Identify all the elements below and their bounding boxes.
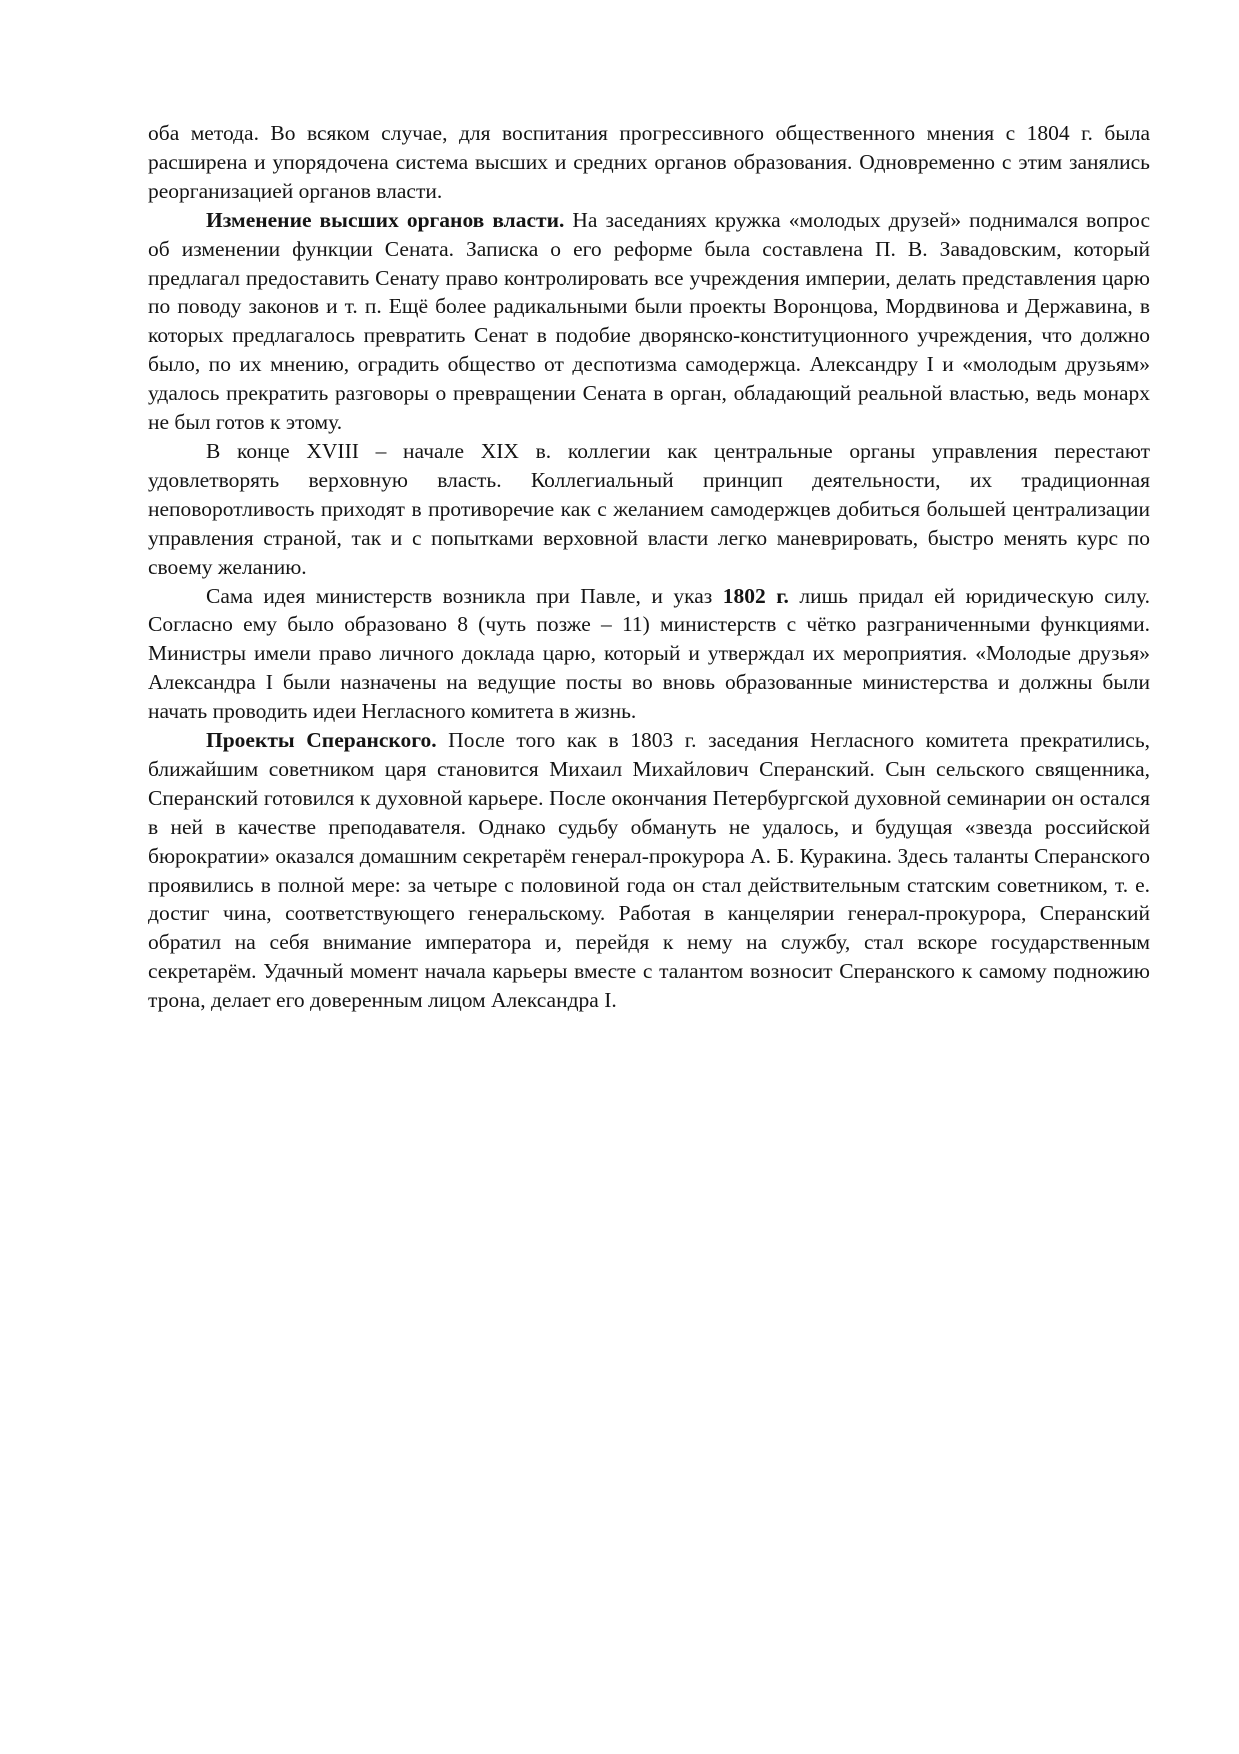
paragraph-text: оба метода. Во всяком случае, для воспитания прогрессивного общественного мнения с 1804 г. была расширена и упорядочена система высших и средних органов образования. Одновременно с этим занялись реорганизацией органов власти.	[148, 121, 1150, 203]
section-heading-senate: Изменение высших органов власти.	[206, 207, 565, 232]
paragraph-text: В конце XVIII – начале XIX в. коллегии как центральные органы управления перестают удовлетворять верховную власть. Коллегиальный принцип деятельности, их традиционная неповоротливость приходят в противоречие как с желанием самодержцев добиться большей централизации управления страной, так и с попытками верховной власти легко маневрировать, быстро менять курс по своему желанию.	[148, 438, 1150, 579]
paragraph-text-before: Сама идея министерств возникла при Павле, и указ	[206, 583, 723, 608]
bold-year: 1802 г.	[722, 583, 789, 608]
paragraph-colleges	[148, 437, 1150, 582]
paragraph-speransky	[148, 726, 1150, 1015]
paragraph-text: После того как в 1803 г. заседания Негласного комитета прекратились, ближайшим советником царя становится Михаил Михайлович Сперанский. Сын сельского священника, Сперанский готовился к духовной карьере. После окончания Петербургской духовной семинарии он остался в ней в качестве преподавателя. Однако судьбу обмануть не удалось, и будущая «звезда российской бюрократии» оказался домашним секретарём генерал-прокурора А. Б. Куракина. Здесь таланты Сперанского проявились в полной мере: за четыре с половиной года он стал действительным статским советником, т. е. достиг чина, соответствующего генеральскому. Работая в канцелярии генерал-прокурора, Сперанский обратил на себя внимание императора и, перейдя к нему на службу, стал вскоре государственным секретарём. Удачный момент начала карьеры вместе с талантом возносит Сперанского к самому подножию трона, делает его доверенным лицом Александра I.	[148, 728, 1151, 1013]
section-heading-speransky: Проекты Сперанского.	[206, 728, 437, 753]
paragraph-text: На заседаниях кружка «молодых друзей» поднимался вопрос об изменении функции Сената. Записка о его реформе была составлена П. В. Завадовским, который предлагал предоставить Сенату право контролировать все учреждения империи, делать представления царю по поводу законов и т. п. Ещё более радикальными были проекты Воронцова, Мордвинова и Державина, в которых предлагалось превратить Сенат в подобие дворянско-конституционного учреждения, что должно было, по их мнению, оградить общество от деспотизма самодержца. Александру I и «молодым друзьям» удалось прекратить разговоры о превращении Сената в орган, обладающий реальной властью, ведь монарх не был готов к этому.	[148, 207, 1150, 435]
paragraph-ministries	[148, 582, 1150, 727]
paragraph-senate-reform	[148, 206, 1150, 437]
paragraph-text-after: лишь придал ей юридическую силу. Согласно ему было образовано 8 (чуть позже – 11) министерств с чётко разграниченными функциями. Министры имели право личного доклада царю, который и утверждал их мероприятия. «Молодые друзья» Александра I были назначены на ведущие посты во вновь образованные министерства и должны были начать проводить идеи Негласного комитета в жизнь.	[148, 583, 1150, 724]
document-page	[148, 119, 1150, 1015]
paragraph-continuation	[148, 119, 1150, 206]
